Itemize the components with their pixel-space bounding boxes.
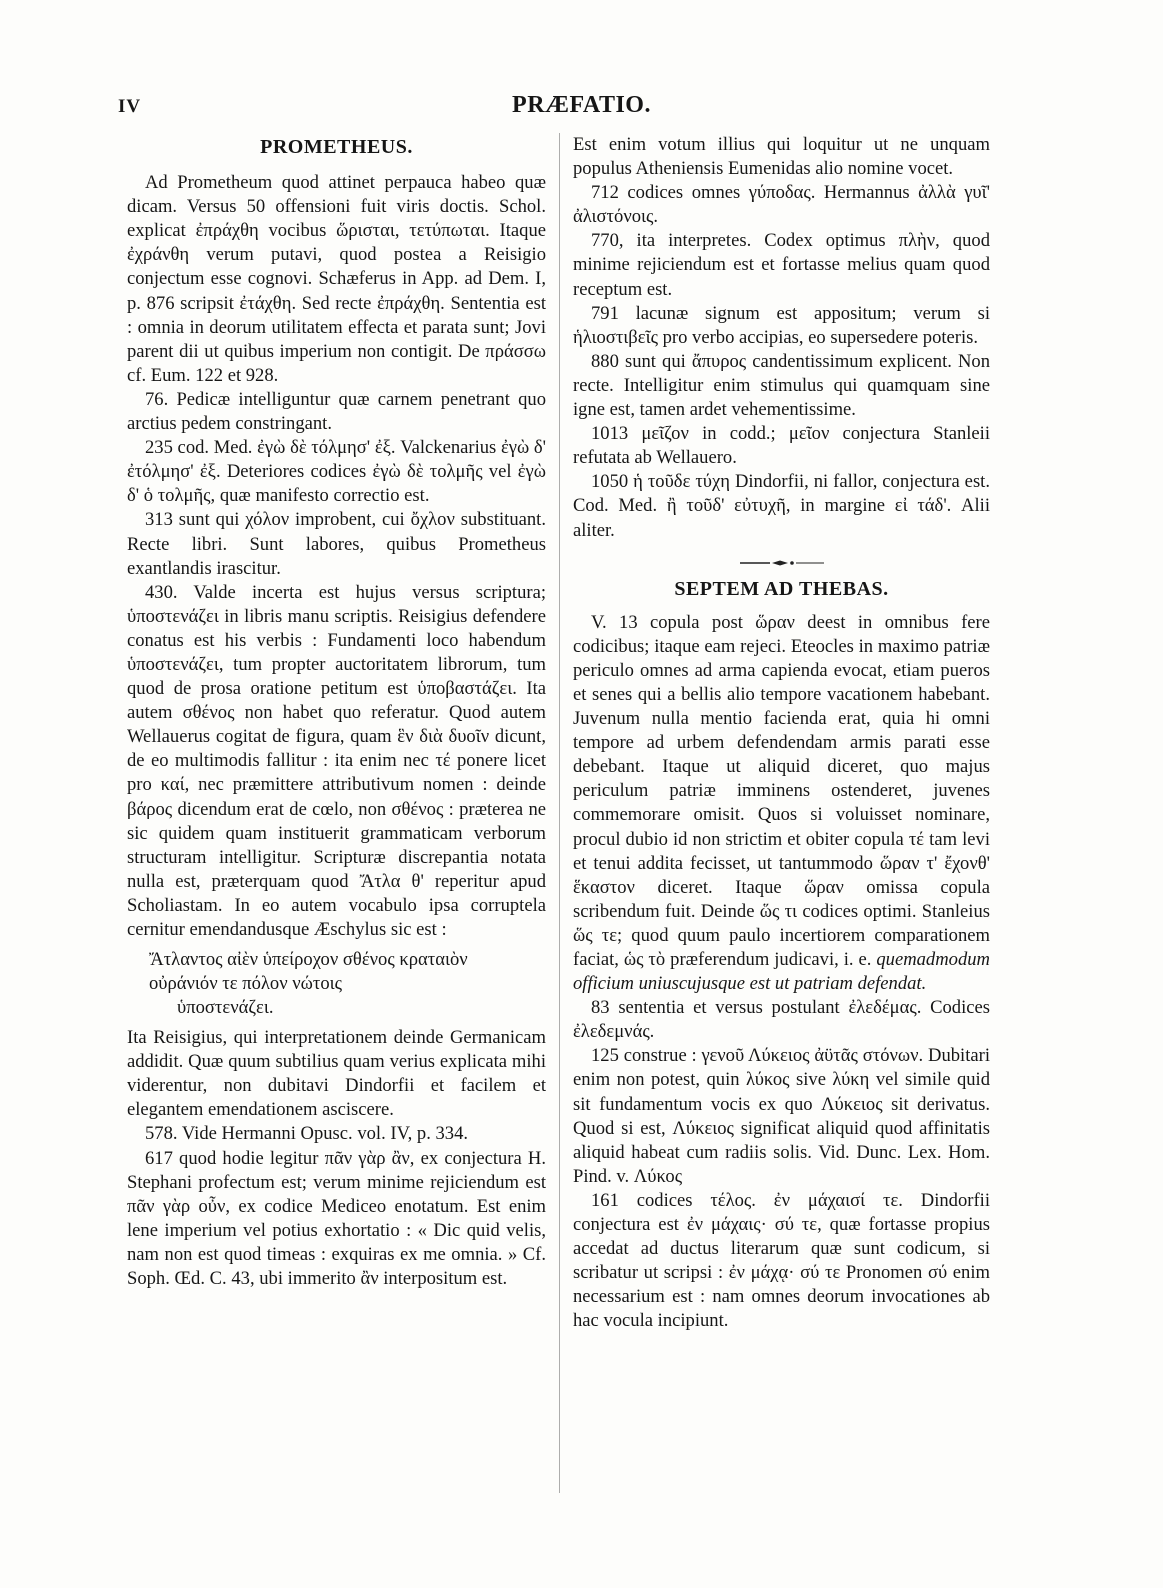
paragraph: Ad Prometheum quod attinet perpauca habeo quæ dicam. Versus 50 offensioni fuit viris doctis. Schol. explicat ἐπράχθη vocibus ὥρισται, τετύπωται. Itaque ἐχράνθη verum putavi, quod postea a Reisigio conjectum esse cognovi. Schæferus in App. ad Dem. I, p. 876 scripsit ἐτάχθη. Sed recte ἐπράχθη. Sententia est : omnia in deorum utilitatem effecta et parata sunt; Jovi parent dii ut quibus imperium non contigit. De πράσσω cf. Eum. 122 et 928.	[127, 172, 546, 386]
paragraph: 770, ita interpretes. Codex optimus πλὴν, quod minime rejiciendum est et fortasse melius quam quod receptum est.	[573, 230, 990, 300]
paragraph: 76. Pedicæ intelliguntur quæ carnem penetrant quo arctius pedem constringant.	[127, 388, 546, 435]
paragraph: 430. Valde incerta est hujus versus scriptura; ὑποστενάζει in libris manu scriptis. Reisigius defendere conatus est his verbis : Fundamenti loco habendum ὑποστενάζει, tum propter auctoritatem librorum, tum quod de prosa oratione petitum est ὑποβαστάζει. Ita autem σθένος non habet quo referatur. Quod autem Wellauerus cogitat de figura, quam ἓν διὰ δυοῖν dicunt, de eo multimodis fallitur : ita enim nec τέ ponere licet pro καί, nec præmittere attributivum nomen : deinde βάρος dicendum erat de cœlo, non σθένος : præterea ne sic quidem quam instituerit grammaticam verborum structuram intelligitur. Scripturæ discrepantia notata nulla est, præterquam quod Ἄτλα θ' reperitur apud Scholiastam. In eo autem vocabulo ipsa corruptela cernitur emendandusque Æschylus sic est :	[127, 581, 546, 940]
paragraph: 791 lacunæ signum est appositum; verum si ἡλιοστιβεῖς pro verbo accipias, eo supersedere poteris.	[573, 302, 990, 348]
paragraph: 880 sunt qui ἄπυρος candentissimum explicent. Non recte. Intelligitur enim stimulus qui quamquam sine igne est, tamen ardet vehementissime.	[573, 350, 990, 421]
verse-line: ὑποστενάζει.	[177, 997, 274, 1019]
page-number: IV	[118, 96, 142, 117]
paragraph: 1050 ἡ τοῦδε τύχη Dindorfii, ni fallor, conjectura est. Cod. Med. ἢ τοῦδ' εὐτυχῆ, in margine εἰ τάδ'. Alii aliter.	[573, 471, 990, 541]
paragraph: 617 quod hodie legitur πᾶν γὰρ ἂν, ex conjectura H. Stephani profectum est; verum minime rejiciendum est πᾶν γὰρ οὖν, ex codice Mediceo enotatum. Est enim lene imperium vel potius exhortatio : « Dic quid velis, nam non est quod timeas : exquiras ex me omnia. » Cf. Soph. Œd. C. 43, ubi immerito ἂν interpositum est.	[127, 1147, 546, 1290]
paragraph: 83 sententia et versus postulant ἐλεδέμας. Codices ἐλεδεμνάς.	[573, 997, 990, 1043]
italic-phrase: quemadmodum officium uniuscujusque est ut patriam defendat.	[573, 949, 990, 995]
paragraph: 235 cod. Med. ἐγὼ δὲ τόλμησ' ἐξ. Valckenarius ἐγὼ δ' ἐτόλμησ' ἐξ. Deteriores codices ἐγὼ δὲ τολμῆς vel ἐγὼ δ' ὁ τολμῆς, quæ manifesto correctio est.	[127, 437, 546, 507]
verse-line: Ἄτλαντος αἰὲν ὑπείροχον σθένος κραταιὸν	[149, 949, 468, 971]
paragraph: Est enim votum illius qui loquitur ut ne unquam populus Atheniensis Eumenidas alio nomine vocet.	[573, 134, 990, 180]
left-column	[127, 133, 546, 1291]
paragraph: 125 construe : γενοῦ Λύκειος ἀϋτᾶς στόνων. Dubitari enim non potest, quin λύκος sive λύκη vel simile quid sit fundamentum vocis ex quo Λύκειος sit derivatus. Quod si est, Λύκειος significat aliquid quod affinitatis aliquid habeat cum radiis solis. Vid. Dunc. Lex. Hom. Pind. v. Λύκος	[573, 1045, 990, 1187]
paragraph: 578. Vide Hermanni Opusc. vol. IV, p. 334.	[145, 1123, 469, 1145]
paragraph: 161 codices τέλος. ἐν μάχαισί τε. Dindorfii conjectura est ἐν μάχαις· σύ τε, quæ fortasse propius accedat ad ductus literarum quæ sunt codicum, si scribatur ut scripsi : ἐν μάχᾳ· σύ τε Pronomen σύ enim necessarium est : nam omnes deorum invocationes ab hac vocula incipiunt.	[573, 1189, 990, 1332]
verse-line: οὐράνιόν τε πόλον νώτοις	[149, 973, 343, 995]
running-title: PRÆFATIO.	[512, 92, 651, 118]
paragraph: 1013 μεῖζον in codd.; μεῖον conjectura Stanleii refutata ab Wellauero.	[573, 423, 990, 469]
paragraph-text: V. 13 copula post ὥραν deest in omnibus fere codicibus; itaque eam rejeci. Eteocles in maximo patriæ periculo omnes ad arma capienda evocat, etiam pueros et senes qui a bellis alio tempore vacationem habebant. Juvenum nulla mentio facienda erat, quia hi omni tempore ad urbem defendendam armis parati esse debebant. Itaque ut aliquid diceret, quo majus periculum patriæ imminens ostenderet, juvenes commemorare omisit. Quos si voluisset nominare, procul dubio id non strictim et obiter copula τέ tam levi et tenui addita fecisset, ut tantummodo ὥραν τ' ἔχονθ' ἕκαστον diceret. Itaque ὥραν omissa copula scribendum fuit. Deinde ὥς τι codices optimi. Stanleius ὥς τε; quod quum paulo incertiorem comparationem faciat, ὡς τὸ præferendum judicavi, i. e.	[573, 611, 990, 970]
paragraph: 712 codices omnes γύποδας. Hermannus ἀλλὰ γυῖ' ἀλιστόνοις.	[573, 182, 990, 228]
section-heading-prometheus: PROMETHEUS.	[260, 136, 413, 158]
column-divider	[559, 133, 560, 1493]
greek-verse-quotation	[149, 948, 546, 1020]
paragraph: Ita Reisigius, qui interpretationem deinde Germanicam addidit. Quæ quum subtilius quam verius explicata mihi viderentur, non dubitavi Dindorfii et facilem et elegantem emendationem asciscere.	[127, 1027, 546, 1121]
section-heading-septem: SEPTEM AD THEBAS.	[674, 577, 889, 600]
ornament-rule	[734, 559, 830, 567]
paragraph	[573, 611, 990, 997]
right-column	[573, 133, 990, 1334]
paragraph: 313 sunt qui χόλον improbent, cui ὄχλον substituant. Recte libri. Sunt labores, quibus Prometheus exantlandis irascitur.	[127, 509, 546, 579]
